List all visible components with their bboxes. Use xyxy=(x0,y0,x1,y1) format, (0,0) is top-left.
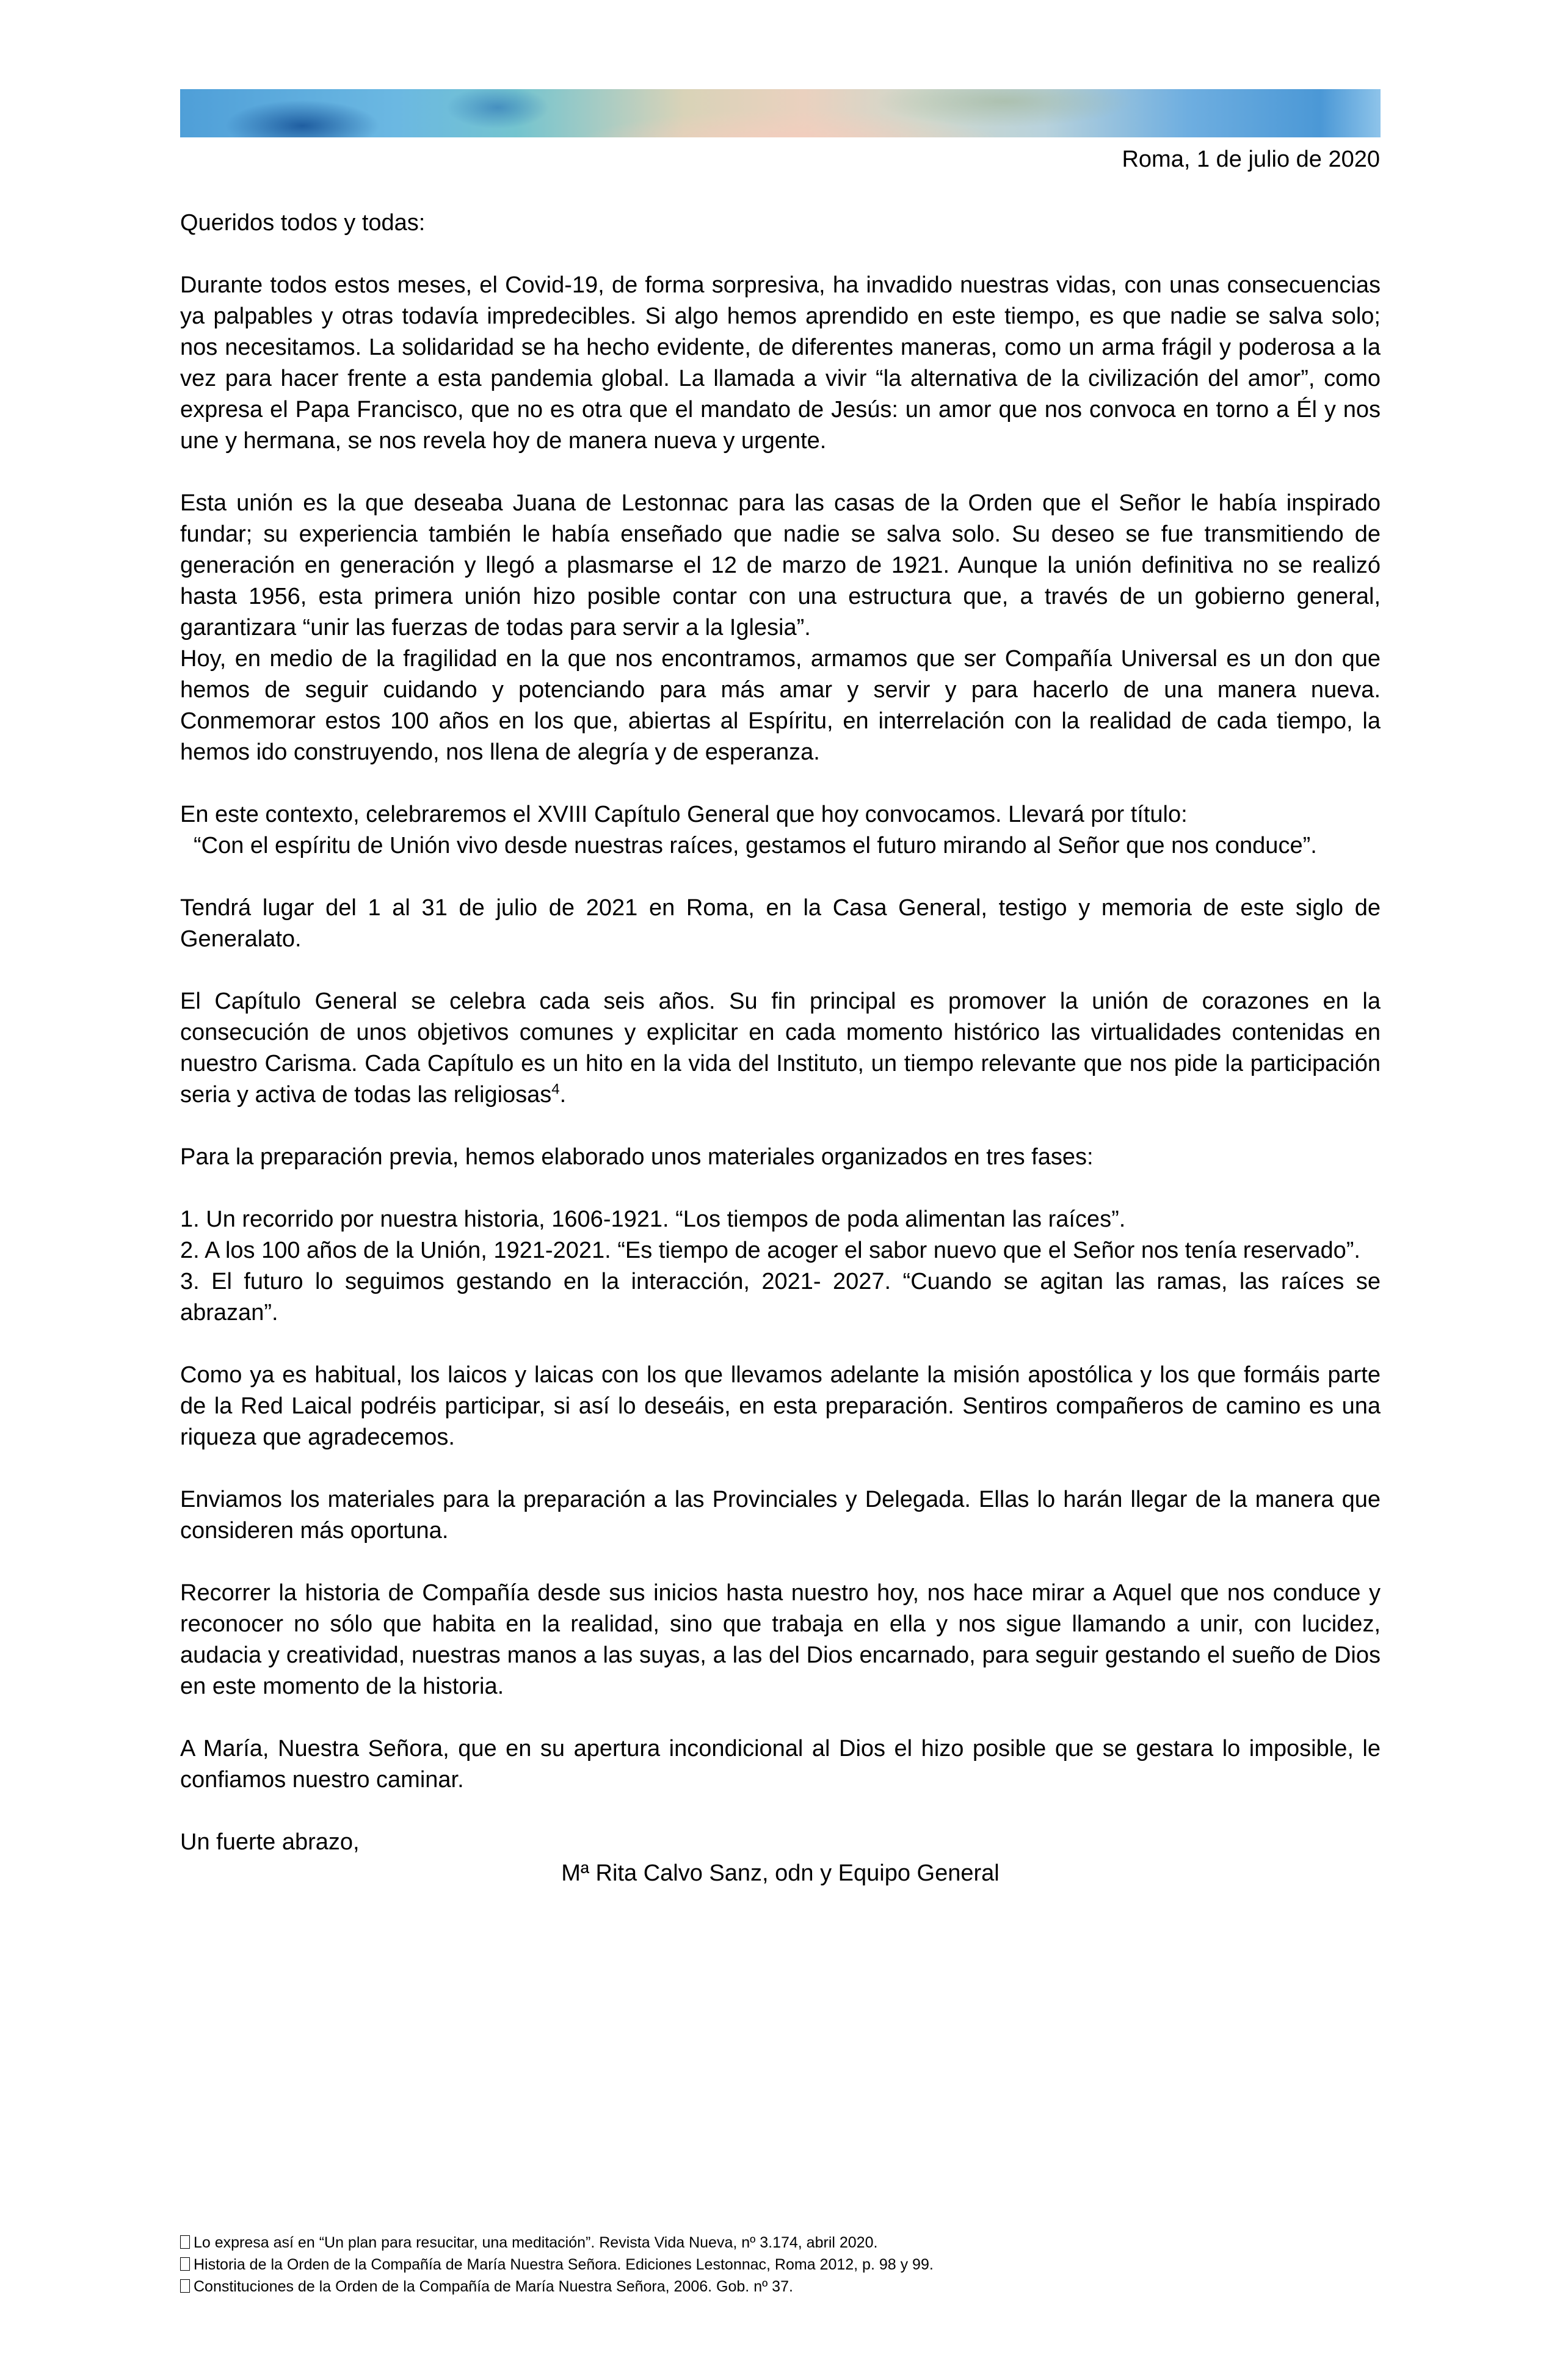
paragraph: A María, Nuestra Señora, que en su apertura incondicional al Dios el hizo posible que se gestara lo imposible, le confiamos nuestro caminar. xyxy=(180,1736,1381,1793)
footnote-text: Constituciones de la Orden de la Compañía de María Nuestra Señora, 2006. Gob. nº 37. xyxy=(194,2278,793,2295)
greeting: Queridos todos y todas: xyxy=(180,210,426,236)
paragraph: Esta unión es la que deseaba Juana de Lestonnac para las casas de la Orden que el Señor le había inspirado fundar; su experiencia también le había enseñado que nadie se salva solo. Su deseo se fue transmitiendo de generación en generación y llegó a plasmarse el 12 de marzo de 1921. Aunque la unión definitiva no se realizó hasta 1956, esta primera unión hizo posible contar con una estructura que, a través de un gobierno general, garantizara “unir las fuerzas de todas para servir a la Iglesia”. xyxy=(180,490,1381,640)
chapter-title-quote: “Con el espíritu de Unión vivo desde nuestras raíces, gestamos el futuro mirando al Señor que nos conduce”. xyxy=(194,833,1317,858)
letter-body xyxy=(180,208,1381,1889)
paragraph-end: . xyxy=(559,1082,567,1108)
footnote-ref: 4 xyxy=(551,1081,560,1098)
letter-date: Roma, 1 de julio de 2020 xyxy=(1122,147,1380,172)
footnotes xyxy=(180,2232,934,2298)
closing: Un fuerte abrazo, xyxy=(180,1829,360,1855)
paragraph: Como ya es habitual, los laicos y laicas con los que llevamos adelante la misión apostólica y los que formáis parte de la Red Laical podréis participar, si así lo deseáis, en esta preparación. Sentiros compañeros de camino es una riqueza que agradecemos. xyxy=(180,1362,1381,1450)
footnote xyxy=(180,2232,934,2254)
paragraph-text: El Capítulo General se celebra cada seis años. Su fin principal es promover la unión de corazones en la consecución de unos objetivos comunes y explicitar en cada momento histórico las virtualidades contenidas en nuestro Carisma. Cada Capítulo es un hito en la vida del Instituto, un tiempo relevante que nos pide la participación seria y activa de todas las religiosas xyxy=(180,989,1381,1108)
paragraph: Tendrá lugar del 1 al 31 de julio de 2021 en Roma, en la Casa General, testigo y memoria de este siglo de Generalato. xyxy=(180,895,1381,952)
paragraph: Durante todos estos meses, el Covid-19, de forma sorpresiva, ha invadido nuestras vidas, con unas consecuencias ya palpables y otras todavía impredecibles. Si algo hemos aprendido en este tiempo, es que nadie se salva solo; nos necesitamos. La solidaridad se ha hecho evidente, de diferentes maneras, como un arma frágil y poderosa a la vez para hacer frente a esta pandemia global. La llamada a vivir “la alternativa de la civilización del amor”, como expresa el Papa Francisco, que no es otra que el mandato de Jesús: un amor que nos convoca en torno a Él y nos une y hermana, se nos revela hoy de manera nueva y urgente. xyxy=(180,272,1381,454)
missing-glyph-icon xyxy=(180,2279,190,2293)
paragraph: En este contexto, celebraremos el XVIII Capítulo General que hoy convocamos. Llevará por título: xyxy=(180,802,1188,827)
paragraph: Recorrer la historia de Compañía desde sus inicios hasta nuestro hoy, nos hace mirar a Aquel que nos conduce y reconocer no sólo que habita en la realidad, sino que trabaja en ella y nos sigue llamando a unir, con lucidez, audacia y creatividad, nuestras manos a las suyas, a las del Dios encarnado, para seguir gestando el sueño de Dios en este momento de la historia. xyxy=(180,1580,1381,1699)
missing-glyph-icon xyxy=(180,2235,190,2249)
footnote-text: Historia de la Orden de la Compañía de María Nuestra Señora. Ediciones Lestonnac, Roma 2012, p. 98 y 99. xyxy=(194,2256,934,2273)
missing-glyph-icon xyxy=(180,2257,190,2271)
paragraph: Para la preparación previa, hemos elaborado unos materiales organizados en tres fases: xyxy=(180,1144,1094,1170)
paragraph xyxy=(180,986,1381,1111)
signature: Mª Rita Calvo Sanz, odn y Equipo General xyxy=(561,1860,1000,1886)
paragraph: Enviamos los materiales para la preparación a las Provinciales y Delegada. Ellas lo harán llegar de la manera que consideren más oportuna. xyxy=(180,1487,1381,1544)
footnote-text: Lo expresa así en “Un plan para resucitar, una meditación”. Revista Vida Nueva, nº 3.174, abril 2020. xyxy=(194,2234,878,2251)
phase-item: 1. Un recorrido por nuestra historia, 1606-1921. “Los tiempos de poda alimentan las raíces”. xyxy=(180,1206,1126,1232)
footnote xyxy=(180,2254,934,2276)
phase-item: 2. A los 100 años de la Unión, 1921-2021. “Es tiempo de acoger el sabor nuevo que el Señor nos tenía reservado”. xyxy=(180,1238,1360,1263)
paragraph: Hoy, en medio de la fragilidad en la que nos encontramos, armamos que ser Compañía Universal es un don que hemos de seguir cuidando y potenciando para más amar y servir y para hacerlo de una manera nueva. Conmemorar estos 100 años en los que, abiertas al Espíritu, en interrelación con la realidad de cada tiempo, la hemos ido construyendo, nos llena de alegría y de esperanza. xyxy=(180,646,1381,765)
phase-item: 3. El futuro lo seguimos gestando en la interacción, 2021- 2027. “Cuando se agitan las ramas, las raíces se abrazan”. xyxy=(180,1269,1381,1326)
header-banner-image xyxy=(180,89,1381,137)
footnote xyxy=(180,2276,934,2298)
